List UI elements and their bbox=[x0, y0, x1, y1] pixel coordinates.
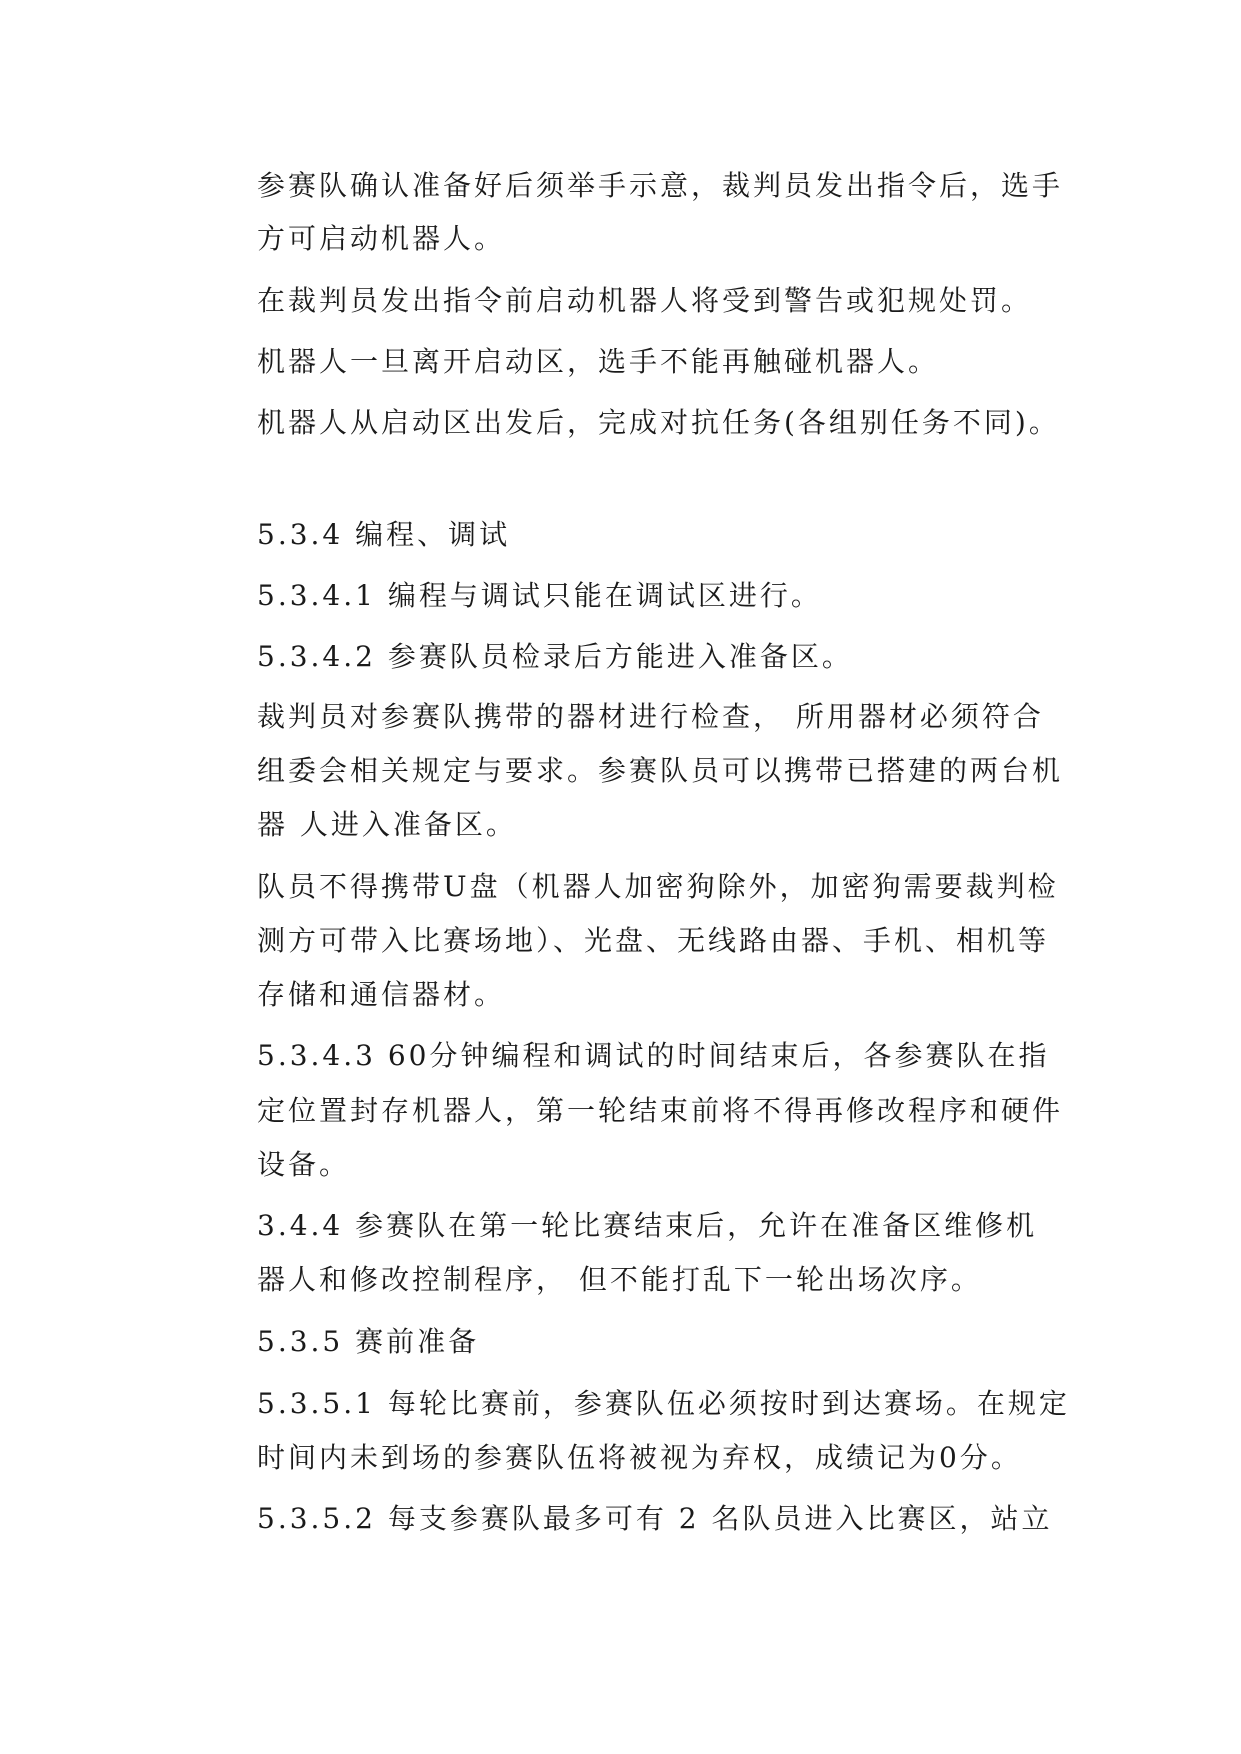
paragraph-line: 组委会相关规定与要求。参赛队员可以携带已搭建的两台机 bbox=[257, 754, 1064, 787]
paragraph-line: 器人和修改控制程序， 但不能打乱下一轮出场次序。 bbox=[257, 1263, 982, 1296]
paragraph-line: 测方可带入比赛场地）、光盘、无线路由器、手机、相机等 bbox=[257, 924, 1050, 957]
paragraph-line: 5.3.4.2 参赛队员检录后方能进入准备区。 bbox=[257, 640, 853, 673]
section-heading: 5.3.5 赛前准备 bbox=[257, 1325, 480, 1358]
paragraph-line: 3.4.4 参赛队在第一轮比赛结束后，允许在准备区维修机 bbox=[257, 1209, 1038, 1242]
paragraph-line: 5.3.4.3 60分钟编程和调试的时间结束后，各参赛队在指 bbox=[257, 1039, 1050, 1072]
paragraph-line: 机器人从启动区出发后，完成对抗任务(各组别任务不同)。 bbox=[257, 406, 1060, 439]
paragraph-line: 裁判员对参赛队携带的器材进行检查， 所用器材必须符合 bbox=[257, 700, 1044, 733]
section-heading: 5.3.4 编程、调试 bbox=[257, 518, 511, 551]
paragraph-line: 5.3.5.2 每支参赛队最多可有 2 名队员进入比赛区，站立 bbox=[257, 1502, 1053, 1535]
paragraph-line: 在裁判员发出指令前启动机器人将受到警告或犯规处罚。 bbox=[257, 284, 1033, 317]
paragraph-line: 器 人进入准备区。 bbox=[257, 808, 517, 841]
paragraph-line: 5.3.4.1 编程与调试只能在调试区进行。 bbox=[257, 579, 822, 612]
paragraph-line: 参赛队确认准备好后须举手示意，裁判员发出指令后，选手 bbox=[257, 169, 1064, 202]
paragraph-line: 5.3.5.1 每轮比赛前，参赛队伍必须按时到达赛场。在规定 bbox=[257, 1387, 1070, 1420]
paragraph-line: 时间内未到场的参赛队伍将被视为弃权，成绩记为0分。 bbox=[257, 1441, 1022, 1474]
paragraph-line: 机器人一旦离开启动区，选手不能再触碰机器人。 bbox=[257, 345, 940, 378]
paragraph-line: 存储和通信器材。 bbox=[257, 978, 506, 1011]
paragraph-line: 定位置封存机器人，第一轮结束前将不得再修改程序和硬件 bbox=[257, 1094, 1064, 1127]
paragraph-line: 设备。 bbox=[257, 1148, 351, 1181]
paragraph-line: 方可启动机器人。 bbox=[257, 222, 506, 255]
paragraph-line: 队员不得携带U盘（机器人加密狗除外，加密狗需要裁判检 bbox=[257, 870, 1059, 903]
